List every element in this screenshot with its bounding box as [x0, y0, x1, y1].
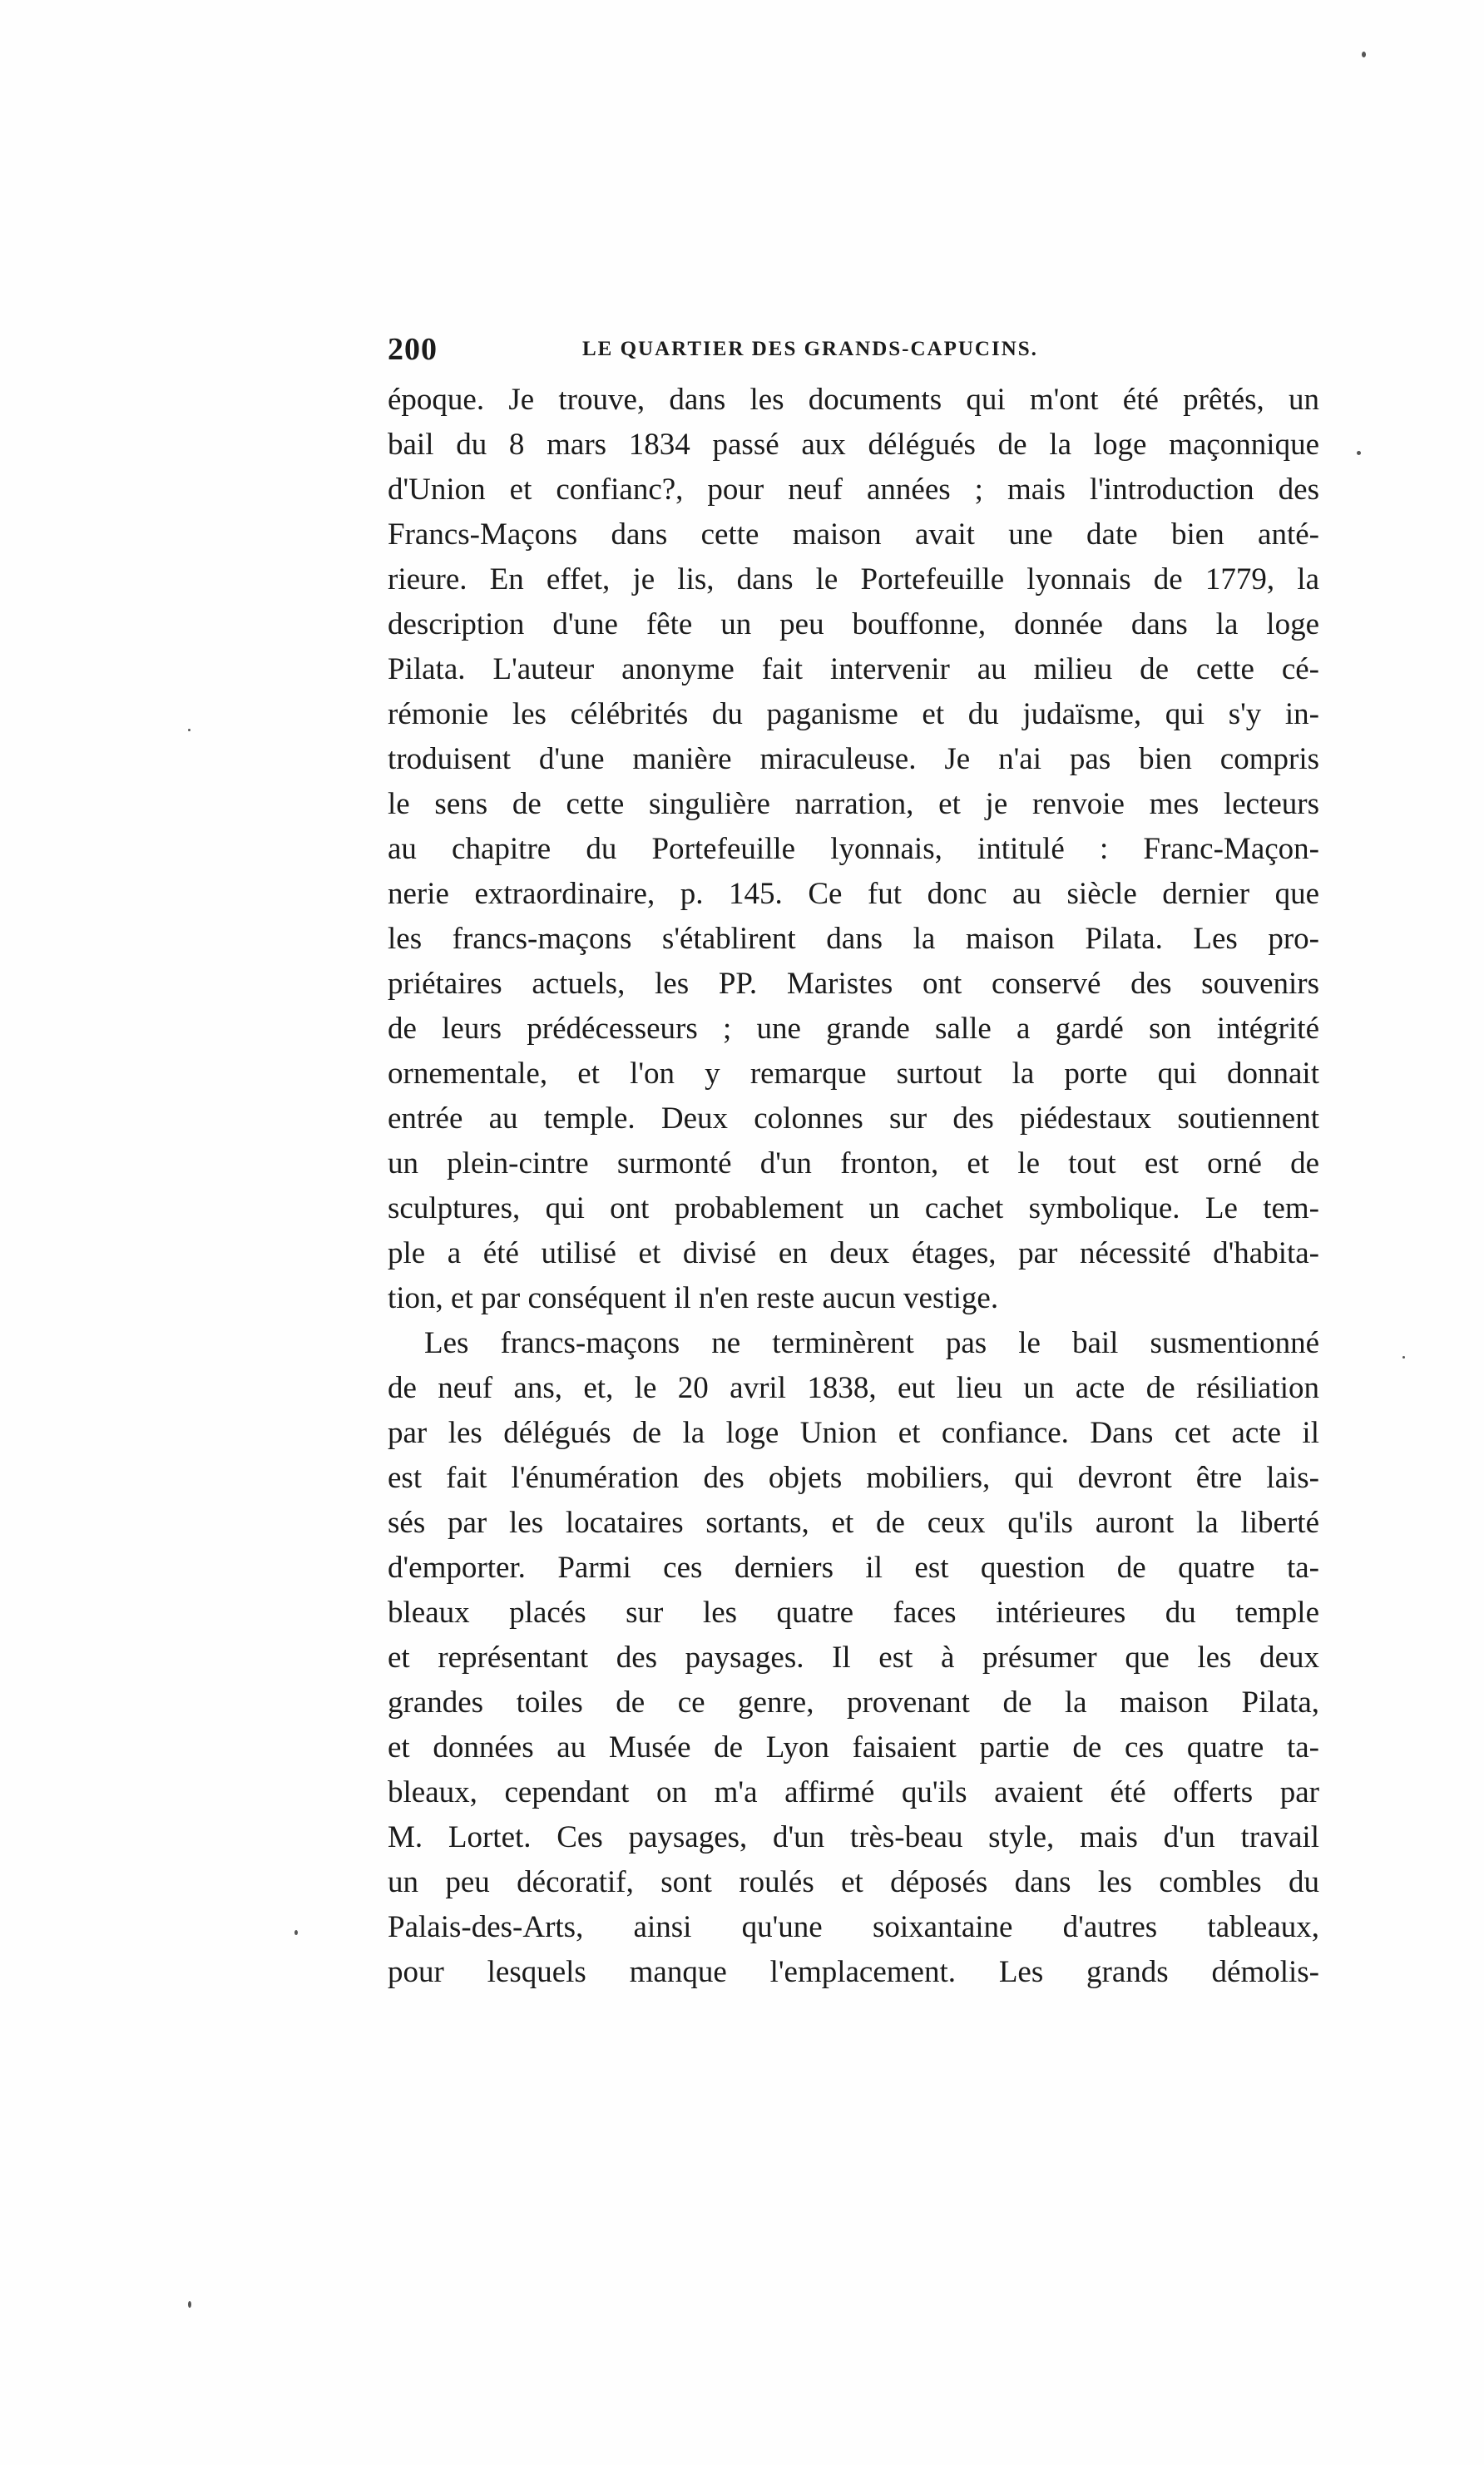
text-line: rémonie les célébrités du paganisme et du judaïsme, qui s'y in- — [388, 697, 1319, 731]
text-line: Pilata. L'auteur anonyme fait intervenir au milieu de cette cé- — [388, 652, 1319, 686]
paragraph-1 — [388, 378, 1319, 1321]
page-number: 200 — [388, 332, 438, 367]
text-line: Palais-des-Arts, ainsi qu'une soixantaine d'autres tableaux, — [388, 1910, 1319, 1944]
scan-speck — [294, 1930, 298, 1935]
text-line: époque. Je trouve, dans les documents qui m'ont été prêtés, un — [388, 383, 1319, 417]
text-line: de neuf ans, et, le 20 avril 1838, eut lieu un acte de résiliation — [388, 1371, 1319, 1405]
text-line: d'emporter. Parmi ces derniers il est question de quatre ta- — [388, 1551, 1319, 1585]
text-line: ple a été utilisé et divisé en deux étages, par nécessité d'habita- — [388, 1236, 1319, 1270]
text-line: les francs-maçons s'établirent dans la maison Pilata. Les pro- — [388, 922, 1319, 956]
text-line: est fait l'énumération des objets mobiliers, qui devront être lais- — [388, 1461, 1319, 1495]
scan-speck — [1357, 451, 1361, 455]
text-line: priétaires actuels, les PP. Maristes ont conservé des souvenirs — [388, 967, 1319, 1001]
text-line: le sens de cette singulière narration, et je renvoie mes lecteurs — [388, 787, 1319, 821]
text-line: de leurs prédécesseurs ; une grande salle a gardé son intégrité — [388, 1012, 1319, 1046]
text-line: description d'une fête un peu bouffonne, donnée dans la loge — [388, 607, 1319, 641]
page-header — [388, 331, 1319, 373]
text-line: bleaux, cependant on m'a affirmé qu'ils avaient été offerts par — [388, 1775, 1319, 1809]
text-line: et représentant des paysages. Il est à présumer que les deux — [388, 1641, 1319, 1675]
text-line: Francs-Maçons dans cette maison avait une date bien anté- — [388, 517, 1319, 552]
text-line: et données au Musée de Lyon faisaient partie de ces quatre ta- — [388, 1730, 1319, 1765]
scan-speck — [188, 2301, 191, 2308]
text-line: bleaux placés sur les quatre faces intérieures du temple — [388, 1596, 1319, 1630]
text-line: au chapitre du Portefeuille lyonnais, intitulé : Franc-Maçon- — [388, 832, 1319, 866]
text-line: sculptures, qui ont probablement un cachet symbolique. Le tem- — [388, 1191, 1319, 1225]
paragraph-2 — [388, 1321, 1319, 1995]
text-line: un peu décoratif, sont roulés et déposés dans les combles du — [388, 1865, 1319, 1899]
body-text — [388, 378, 1319, 1995]
text-line: pour lesquels manque l'emplacement. Les grands démolis- — [388, 1955, 1319, 1989]
text-line: troduisent d'une manière miraculeuse. Je n'ai pas bien compris — [388, 742, 1319, 776]
running-head: LE QUARTIER DES GRANDS-CAPUCINS. — [582, 338, 1038, 360]
scan-speck — [1362, 52, 1366, 57]
text-line: grandes toiles de ce genre, provenant de la maison Pilata, — [388, 1685, 1319, 1720]
text-line: tion, et par conséquent il n'en reste aucun vestige. — [388, 1281, 999, 1315]
text-line: d'Union et confianc?, pour neuf années ; mais l'introduction des — [388, 473, 1319, 507]
text-line: un plein-cintre surmonté d'un fronton, et le tout est orné de — [388, 1146, 1319, 1181]
scan-speck — [188, 729, 190, 731]
text-line: bail du 8 mars 1834 passé aux délégués de la loge maçonnique — [388, 428, 1319, 462]
text-line: nerie extraordinaire, p. 145. Ce fut donc au siècle dernier que — [388, 877, 1319, 911]
text-line: sés par les locataires sortants, et de ceux qu'ils auront la liberté — [388, 1506, 1319, 1540]
text-line: rieure. En effet, je lis, dans le Portefeuille lyonnais de 1779, la — [388, 562, 1319, 596]
text-line: ornementale, et l'on y remarque surtout la porte qui donnait — [388, 1057, 1319, 1091]
text-line: Les francs-maçons ne terminèrent pas le bail susmentionné — [424, 1326, 1319, 1360]
text-line: entrée au temple. Deux colonnes sur des piédestaux soutiennent — [388, 1101, 1319, 1136]
text-line: M. Lortet. Ces paysages, d'un très-beau style, mais d'un travail — [388, 1820, 1319, 1854]
scan-speck — [1402, 1356, 1405, 1359]
text-line: par les délégués de la loge Union et confiance. Dans cet acte il — [388, 1416, 1319, 1450]
